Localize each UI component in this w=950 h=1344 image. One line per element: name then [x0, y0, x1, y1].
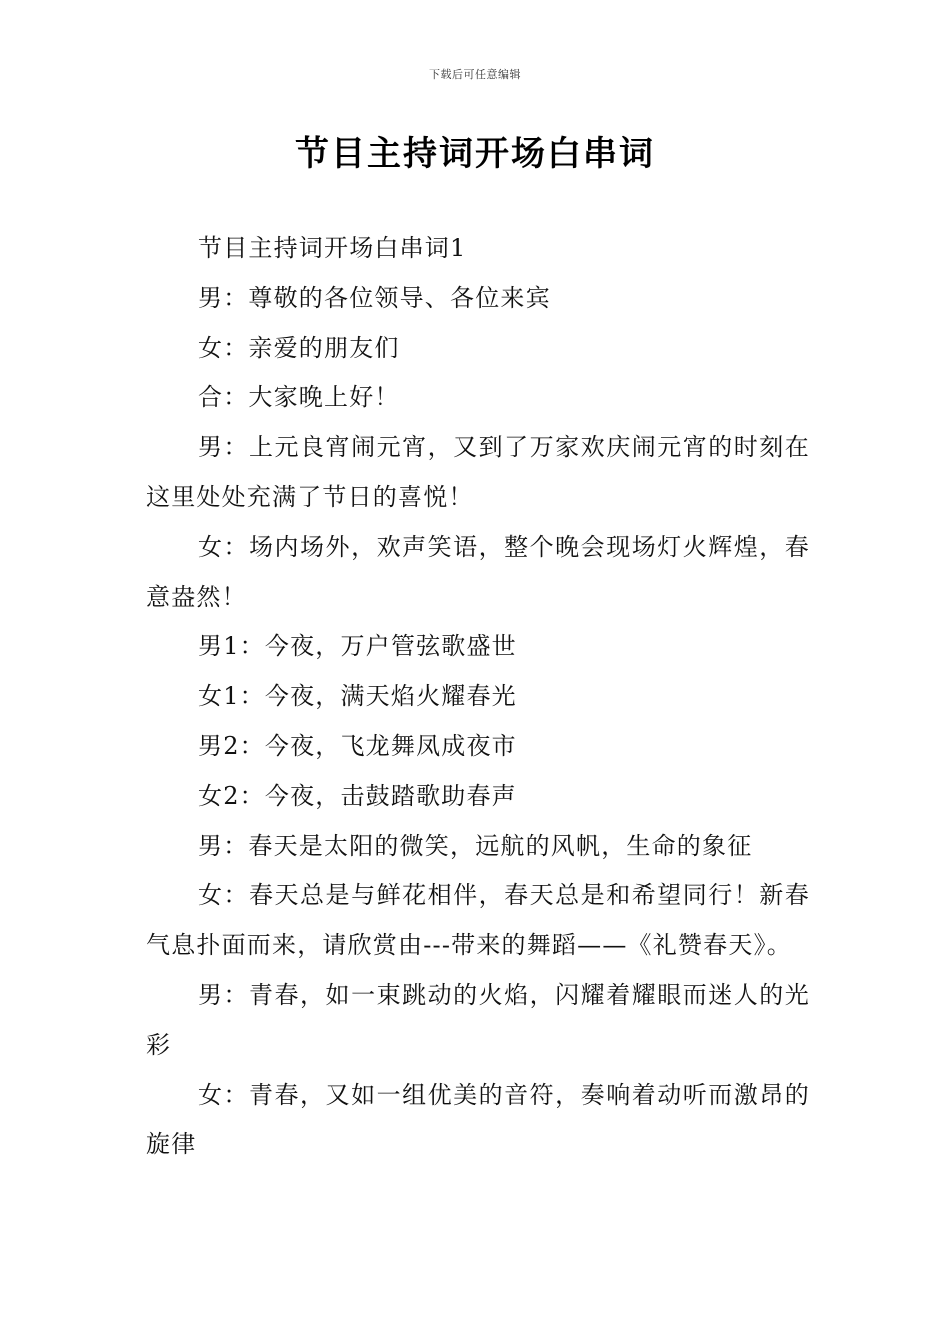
paragraph: 女：春天总是与鲜花相伴，春天总是和希望同行！新春气息扑面而来，请欣赏由---带来的舞蹈——《礼赞春天》。 — [146, 881, 810, 960]
paragraph: 男：春天是太阳的微笑，远航的风帆，生命的象征 — [198, 831, 753, 860]
paragraph: 男2：今夜，飞龙舞凤成夜市 — [198, 731, 517, 760]
paragraph: 女：青春，又如一组优美的音符，奏响着动听而激昂的旋律 — [146, 1080, 810, 1159]
paragraph: 男：青春，如一束跳动的火焰，闪耀着耀眼而迷人的光彩 — [146, 980, 810, 1059]
paragraph: 男：上元良宵闹元宵，又到了万家欢庆闹元宵的时刻在这里处处充满了节日的喜悦！ — [146, 433, 810, 511]
paragraph: 男：尊敬的各位领导、各位来宾 — [198, 283, 551, 312]
paragraph: 节目主持词开场白串词1 — [198, 234, 467, 262]
document-body — [146, 224, 810, 1170]
paragraph: 合：大家晚上好！ — [198, 383, 400, 412]
paragraph: 男1：今夜，万户管弦歌盛世 — [198, 632, 517, 661]
paragraph: 女：场内场外，欢声笑语，整个晚会现场灯火辉煌，春意盎然！ — [146, 532, 810, 611]
header-note: 下载后可任意编辑 — [429, 68, 521, 81]
document-title: 节目主持词开场白串词 — [295, 134, 655, 174]
paragraph: 女1：今夜，满天焰火耀春光 — [198, 682, 517, 711]
paragraph: 女2：今夜，击鼓踏歌助春声 — [198, 781, 517, 810]
paragraph: 女：亲爱的朋友们 — [198, 333, 400, 362]
